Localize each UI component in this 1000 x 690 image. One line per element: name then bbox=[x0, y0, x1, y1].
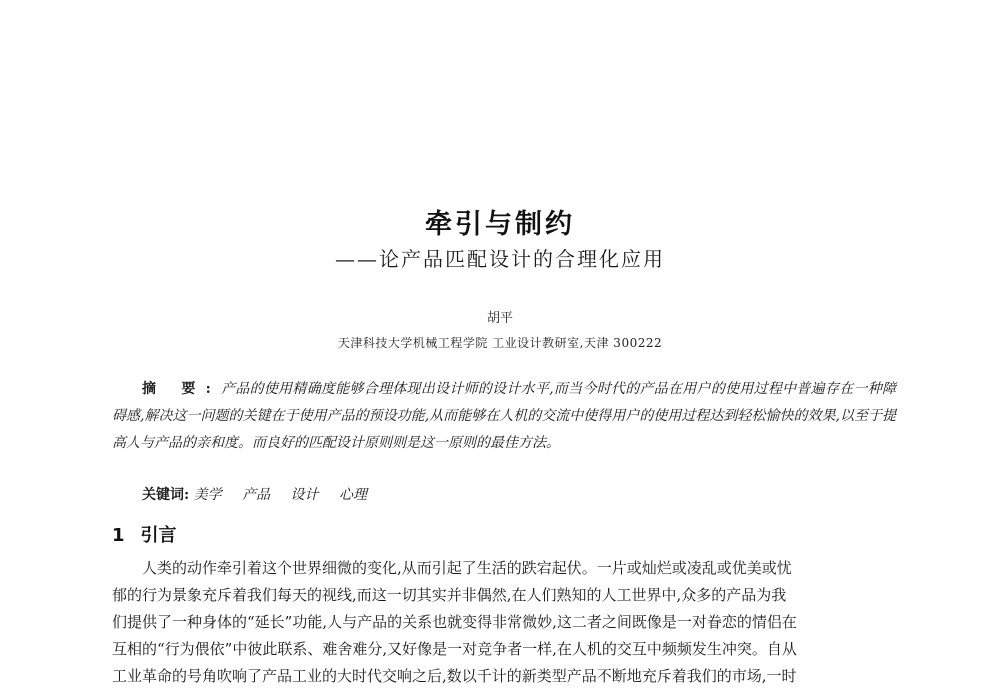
keyword: 产品 bbox=[242, 487, 271, 503]
section-number: 1 bbox=[112, 525, 125, 546]
abstract bbox=[112, 376, 896, 457]
body-line: 工业革命的号角吹响了产品工业的大时代交响之后,数以千计的新类型产品不断地充斥着我们的市场,一时 bbox=[112, 667, 797, 685]
section-heading bbox=[112, 521, 177, 547]
author-affiliation: 天津科技大学机械工程学院 工业设计教研室,天津 300222 bbox=[337, 336, 663, 350]
body-line: 郁的行为景象充斥着我们每天的视线,而这一切其实并非偶然,在人们熟知的人工世界中,众多的产品为我 bbox=[112, 586, 787, 604]
keywords-label: 关键词: bbox=[142, 487, 190, 503]
body-text bbox=[112, 555, 896, 690]
keyword: 美学 bbox=[193, 487, 222, 503]
paper-subtitle: ——论产品匹配设计的合理化应用 bbox=[335, 247, 665, 271]
body-line: 们提供了一种身体的“延长”功能,人与产品的关系也就变得非常微妙,这二者之间既像是一对眷恋的情侣在 bbox=[112, 613, 797, 631]
author-name: 胡平 bbox=[486, 311, 513, 326]
abstract-text: 产品的使用精确度能够合理体现出设计师的设计水平,而当今时代的产品在用户的使用过程中普遍存在一种障碍感,解决这一问题的关键在于使用产品的预设功能,从而能够在人机的交流中使得用户的使用过程达到轻松愉快的效果,以至于提高人与产品的亲和度。而良好的匹配设计原则则是这一原则的最佳方法。 bbox=[112, 381, 896, 451]
keyword: 心理 bbox=[338, 487, 367, 503]
keyword: 设计 bbox=[290, 487, 319, 503]
section-title: 引言 bbox=[140, 525, 177, 546]
keywords bbox=[142, 484, 383, 504]
body-line: 互相的“行为偎依”中彼此联系、难舍难分,又好像是一对竞争者一样,在人机的交互中频频发生冲突。自从 bbox=[112, 640, 797, 658]
paper-title: 牵引与制约 bbox=[425, 209, 575, 240]
abstract-label: 摘 要: bbox=[142, 381, 221, 397]
body-line: 人类的动作牵引着这个世界细微的变化,从而引起了生活的跌宕起伏。一片或灿烂或凌乱或优美或忧 bbox=[142, 559, 792, 577]
